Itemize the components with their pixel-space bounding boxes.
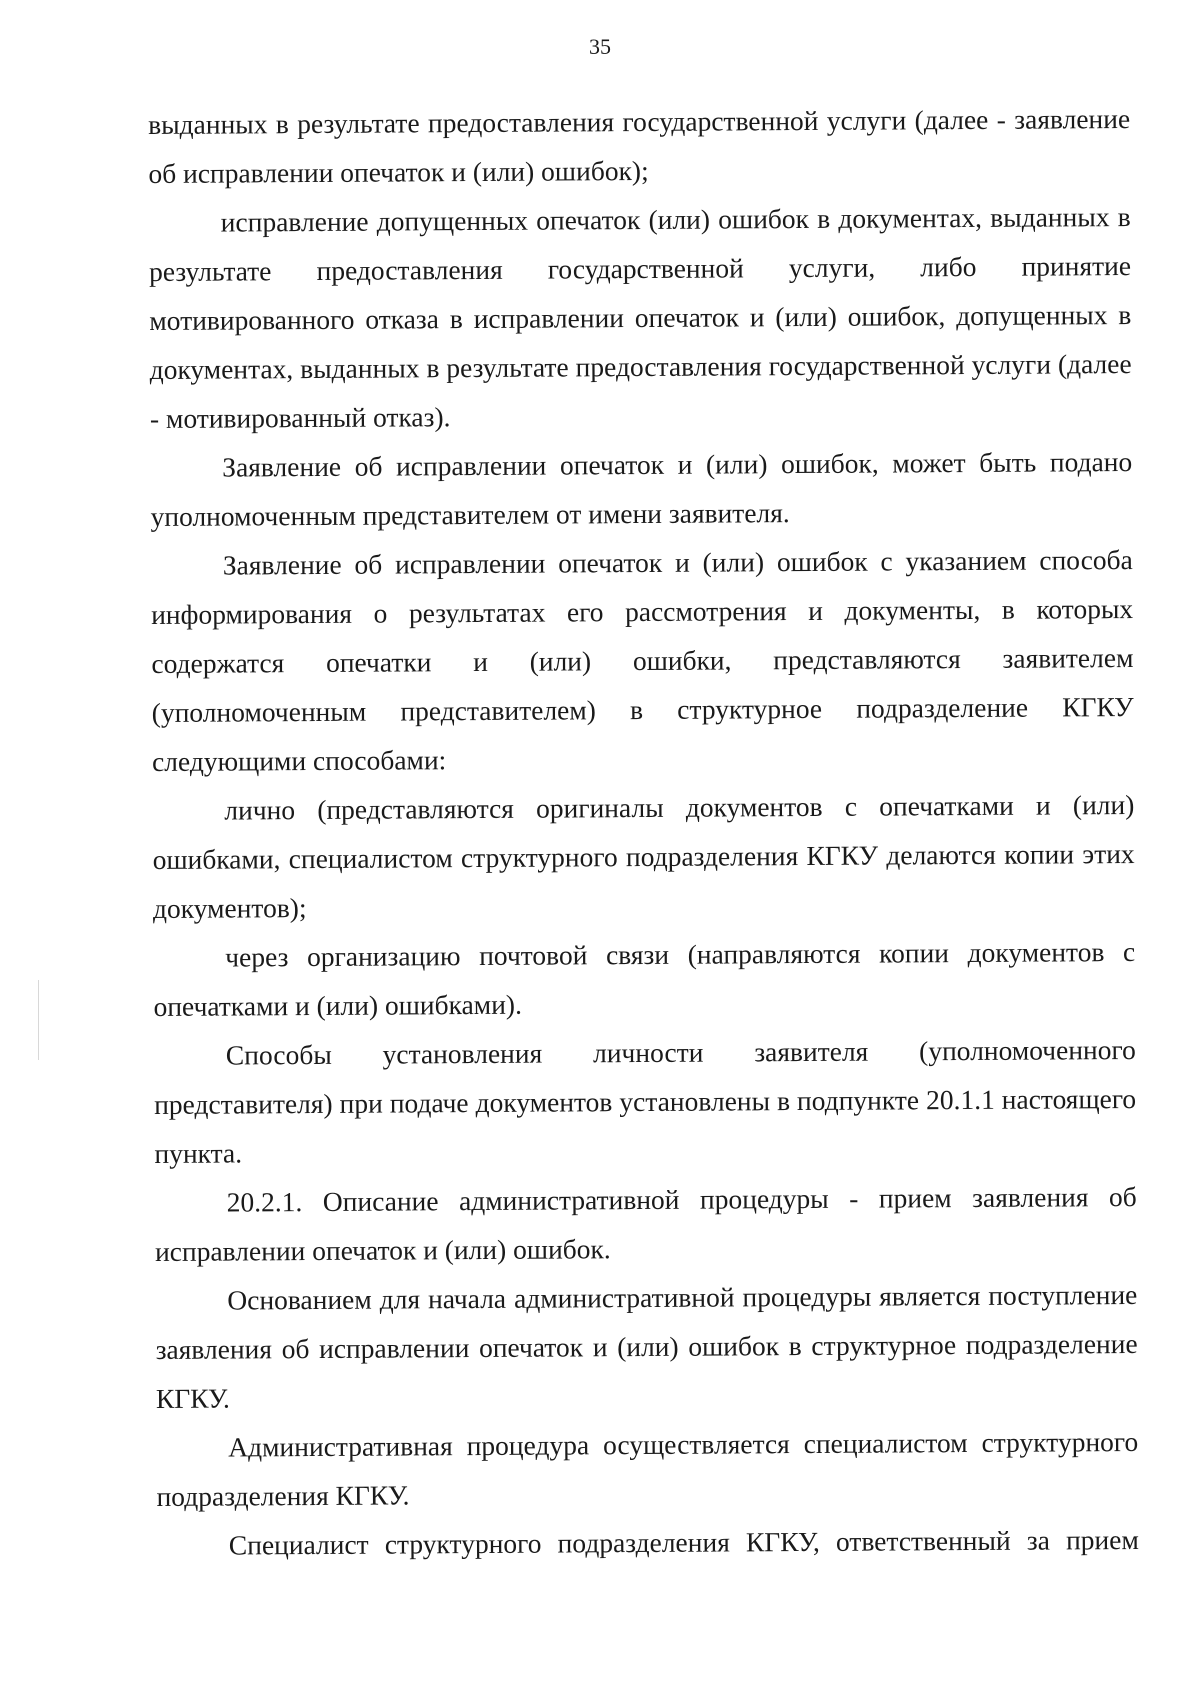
paragraph: Административная процедура осуществляется специалистом структурного подразделения КГКУ.	[156, 1425, 1139, 1512]
paragraph: Заявление об исправлении опечаток и (или) ошибок, может быть подано уполномоченным представителем от имени заявителя.	[150, 445, 1133, 532]
paragraph: Основанием для начала административной процедуры является поступление заявления об исправлении опечаток и (или) ошибок в структурное подразделение КГКУ.	[155, 1278, 1138, 1414]
paragraph: 20.2.1. Описание административной процедуры - прием заявления об исправлении опечаток и (или) ошибок.	[154, 1180, 1137, 1267]
paragraph: лично (представляются оригиналы документов с опечатками и (или) ошибками, специалистом структурного подразделения КГКУ делаются копии этих документов);	[152, 788, 1135, 924]
paragraph: Заявление об исправлении опечаток и (или) ошибок с указанием способа информирования о результатах его рассмотрения и документы, в которых содержатся опечатки и (или) ошибки, представляются заявителем (уполномоченным представителем) в структурное подразделение КГКУ следующими способами:	[151, 543, 1134, 777]
document-body	[148, 94, 1139, 1570]
scan-artifact	[38, 980, 39, 1060]
paragraph: Способы установления личности заявителя (уполномоченного представителя) при подаче документов установлены в подпункте 20.1.1 настоящего пункта.	[154, 1033, 1137, 1169]
paragraph: через организацию почтовой связи (направляются копии документов с опечатками и (или) ошибками).	[153, 935, 1136, 1022]
page-number: 35	[589, 34, 611, 59]
paragraph: исправление допущенных опечаток (или) ошибок в документах, выданных в результате предоставления государственной услуги, либо принятие мотивированного отказа в исправлении опечаток и (или) ошибок, допущенных в документах, выданных в результате предоставления государственной услуги (далее - мотивированный отказ).	[148, 200, 1132, 434]
paragraph: выданных в результате предоставления государственной услуги (далее - заявление об исправлении опечаток и (или) ошибок);	[148, 103, 1131, 189]
paragraph: Специалист структурного подразделения КГКУ, ответственный за прием	[228, 1523, 1139, 1561]
